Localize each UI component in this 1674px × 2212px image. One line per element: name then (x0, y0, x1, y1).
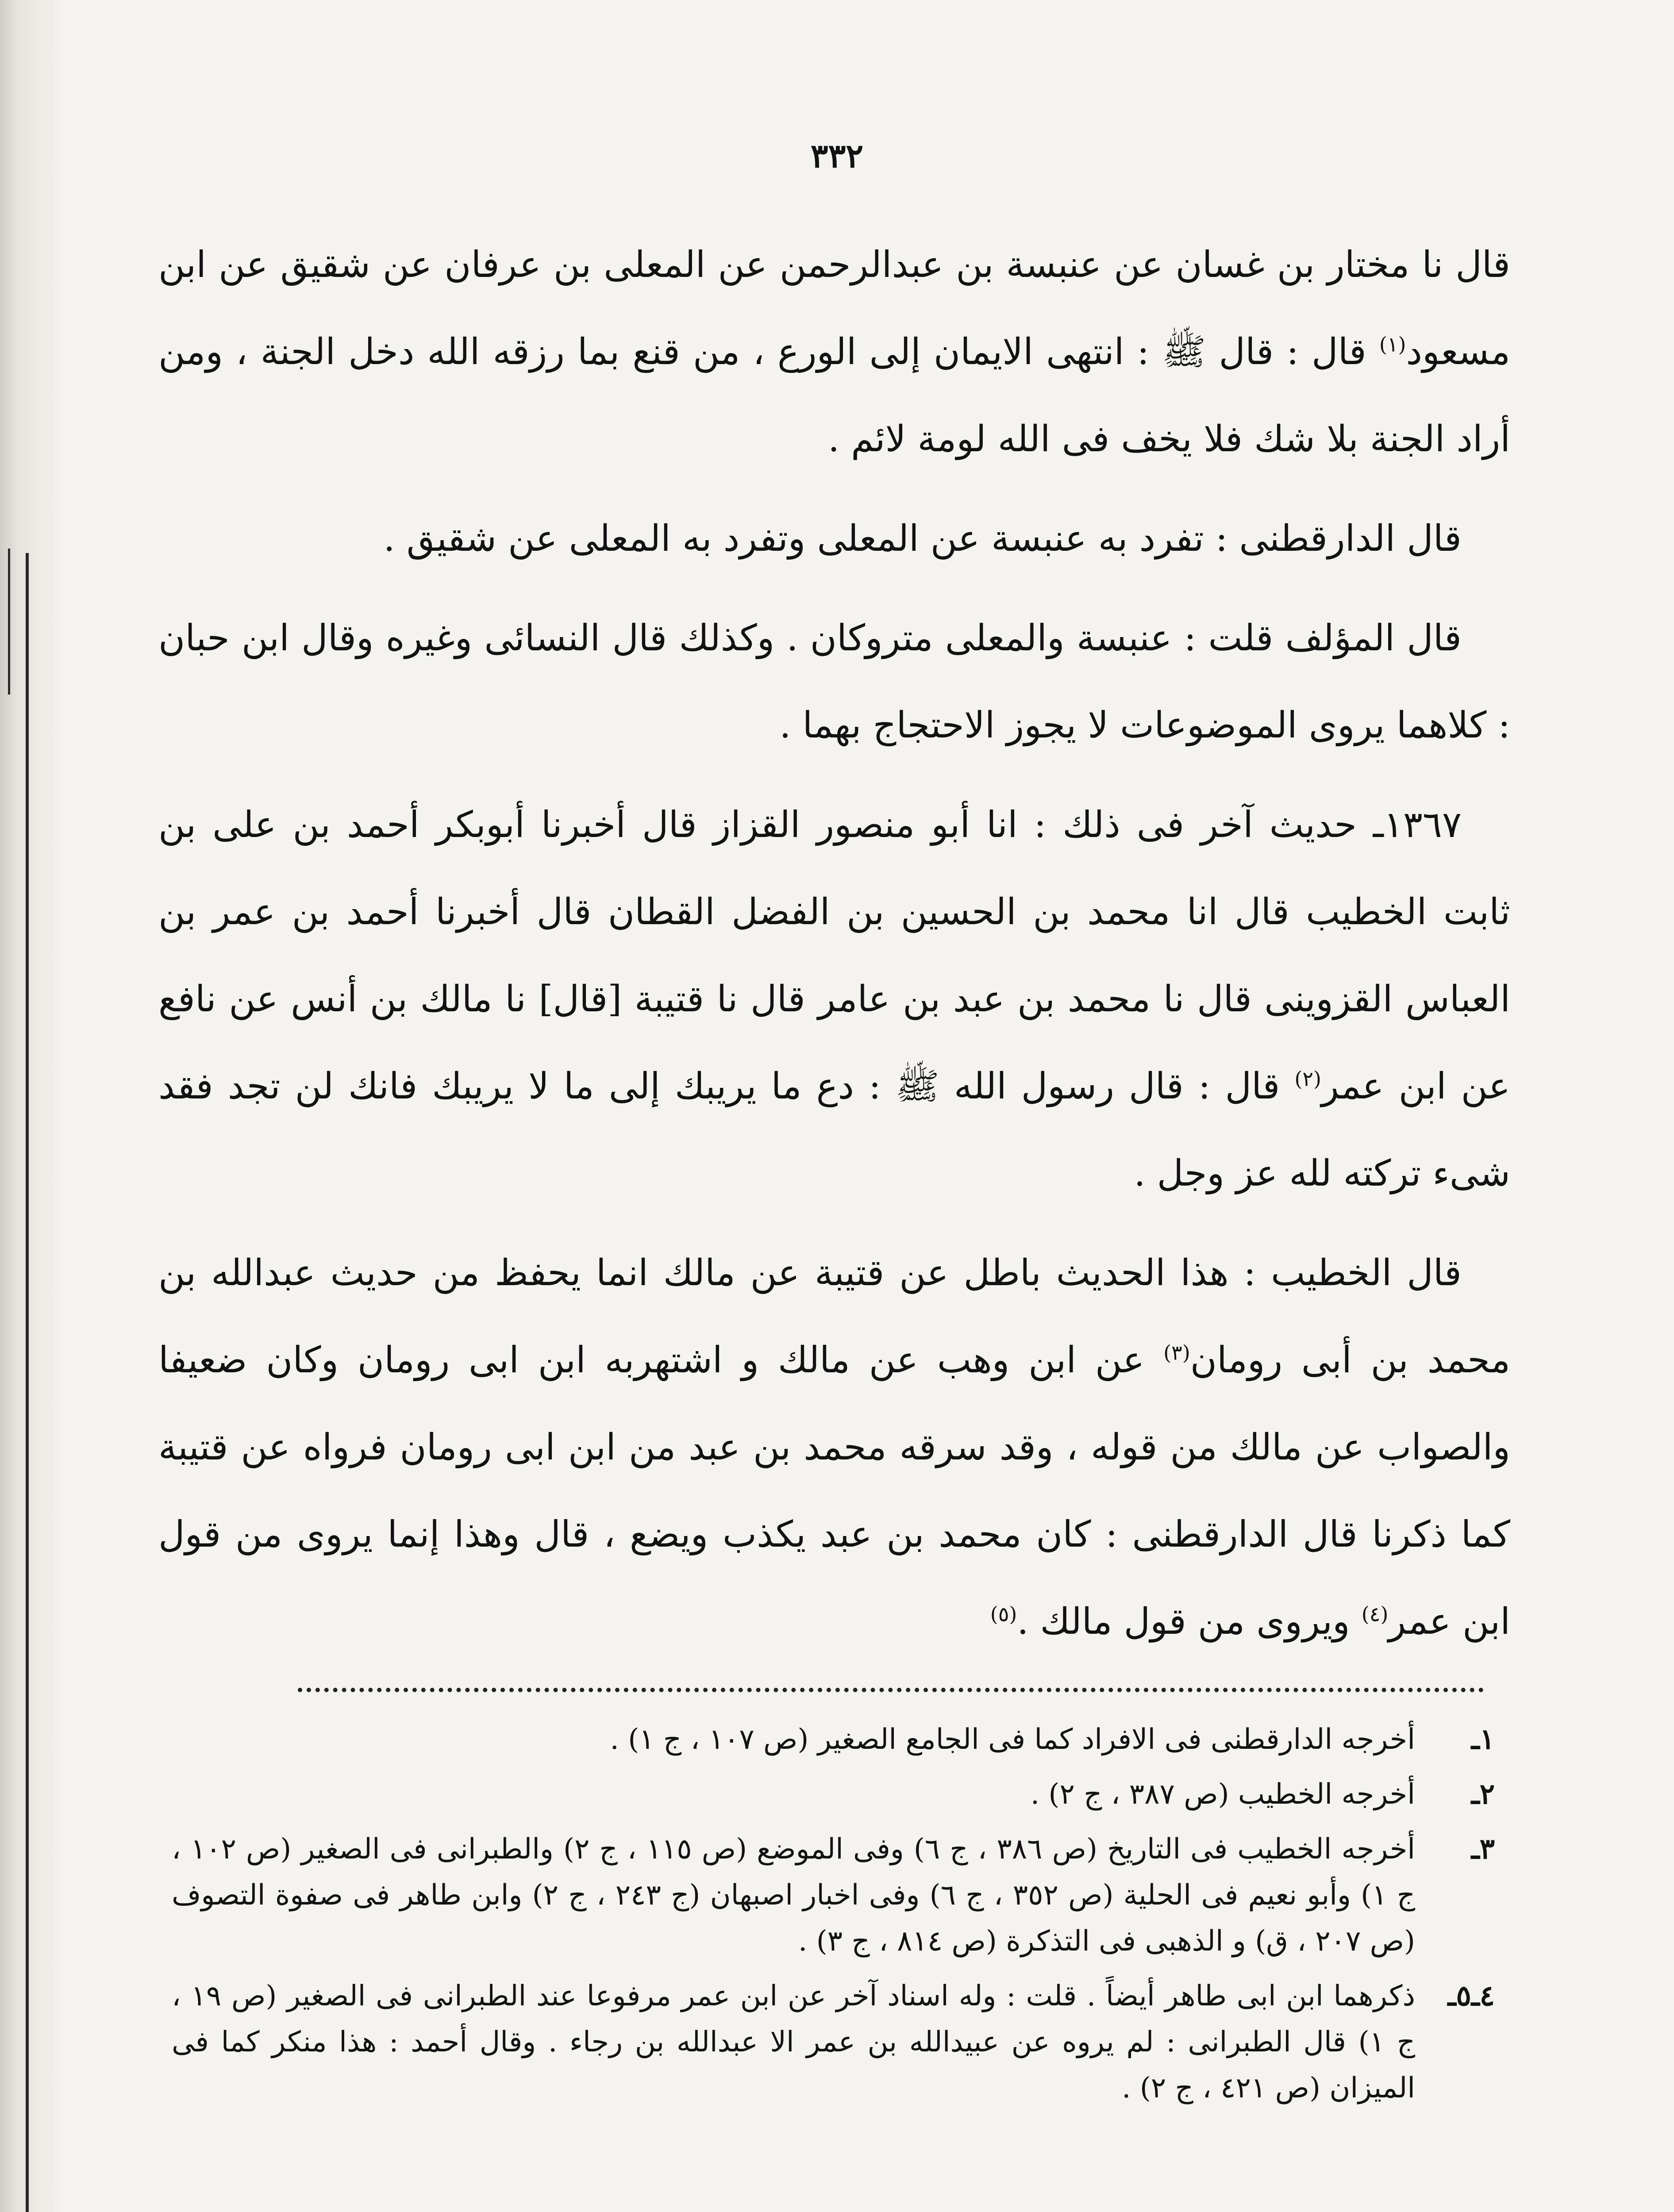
footnote-ref-4: (٤) (1361, 1602, 1389, 1626)
paragraph-text: قال الخطيب : هذا الحديث باطل عن قتيبة عن مالك انما يحفظ من حديث عبدالله بن محمد بن أبى رومان (158, 1252, 1510, 1381)
paragraph-5 (158, 1229, 1510, 1665)
page-number: ٣٣٢ (810, 137, 864, 175)
paragraph-4 (158, 781, 1510, 1217)
paragraph-text-cont: عن ابن وهب عن مالك و اشتهربه ابن ابى رومان وكان ضعيفا والصواب عن مالك من قوله ، وقد سرقه محمد بن عبد من ابن ابى رومان فرواه عن قتيبة كما ذكرنا قال الدارقطنى : كان محمد بن عبد يكذب ويضع ، قال وهذا إنما يروى من قول ابن عمر (158, 1339, 1510, 1643)
footnotes (172, 1717, 1495, 2120)
paragraph-text-cont: قال : قال رسول الله ﷺ : دع ما يريبك إلى ما لا يريبك فانك لن تجد فقد شىء تركته لله عز وجل . (158, 1065, 1510, 1194)
paragraph-text: ١٣٦٧ـ حديث آخر فى ذلك : انا أبو منصور القزاز قال أخبرنا أبوبكر أحمد بن على بن ثابت الخطيب قال انا محمد بن الحسين بن الفضل القطان قال أخبرنا أحمد بن عمر بن العباس القزوينى قال نا محمد بن عبد بن عامر قال نا قتيبة [قال] نا مالك بن أنس عن نافع عن ابن عمر (158, 804, 1510, 1107)
footnote-number: ٤ـ٥ـ (1447, 1979, 1495, 2012)
footnote-text: أخرجه الدارقطنى فى الافراد كما فى الجامع الصغير (ص ١٠٧ ، ج ١) . (610, 1723, 1415, 1756)
paragraph-text: قال نا مختار بن غسان عن عنبسة بن عبدالرحمن عن المعلى بن عرفان عن شقيق عن ابن مسعود (158, 244, 1510, 373)
footnote-number: ١ـ (1471, 1723, 1495, 1756)
paragraph-text-cont: ويروى من قول مالك . (1017, 1601, 1362, 1643)
footnote-3 (172, 1826, 1495, 1964)
paragraph-text: قال الدارقطنى : تفرد به عنبسة عن المعلى وتفرد به المعلى عن شقيق . (383, 518, 1462, 560)
footnote-text: أخرجه الخطيب فى التاريخ (ص ٣٨٦ ، ج ٦) وفى الموضع (ص ١١٥ ، ج ٢) والطبرانى فى الصغير (ص ١٠٢ ، ج ١) وأبو نعيم فى الحلية (ص ٣٥٢ ، ج ٦) وفى اخبار اصبهان (ج ٢٤٣ ، ج ٢) وابن طاهر فى صفوة التصوف (ص ٢٠٧ ، ق) و الذهبى فى التذكرة (ص ٨١٤ ، ج ٣) . (172, 1833, 1416, 1958)
footnote-text: ذكرهما ابن ابى طاهر أيضاً . قلت : وله اسناد آخر عن ابن عمر مرفوعا عند الطبرانى فى الصغير (ص ١٩ ، ج ١) قال الطبرانى : لم يروه عن عبيدالله بن عمر الا عبدالله بن رجاء . وقال أحمد : هذا منكر كما فى الميزان (ص ٤٢١ ، ج ٢) . (172, 1980, 1416, 2104)
footnote-number: ٣ـ (1471, 1832, 1495, 1866)
paragraph-2 (158, 495, 1510, 582)
footnote-ref-5: (٥) (990, 1602, 1017, 1626)
footnote-ref-2: (٢) (1294, 1067, 1321, 1091)
paragraph-3 (158, 595, 1510, 769)
footnote-text: أخرجه الخطيب (ص ٣٨٧ ، ج ٢) . (1030, 1778, 1415, 1811)
footnote-ref-3: (٣) (1163, 1340, 1190, 1365)
footnote-number: ٢ـ (1471, 1778, 1495, 1811)
paragraph-text: قال المؤلف قلت : عنبسة والمعلى متروكان . وكذلك قال النسائى وغيره وقال ابن حبان : كلاهما يروى الموضوعات لا يجوز الاحتجاج بهما . (158, 617, 1510, 746)
footnote-2 (172, 1771, 1495, 1817)
main-text (158, 221, 1510, 1678)
footnote-ref-1: (١) (1379, 332, 1406, 357)
footnote-1 (172, 1717, 1495, 1763)
footnote-separator (298, 1688, 1484, 1692)
paragraph-text-cont: قال : قال ﷺ : انتهى الايمان إلى الورع ، من قنع بما رزقه الله دخل الجنة ، ومن أراد الجنة بلا شك فلا يخف فى الله لومة لائم . (158, 331, 1510, 460)
paragraph-1 (158, 221, 1510, 483)
footnote-4-5 (172, 1973, 1495, 2111)
